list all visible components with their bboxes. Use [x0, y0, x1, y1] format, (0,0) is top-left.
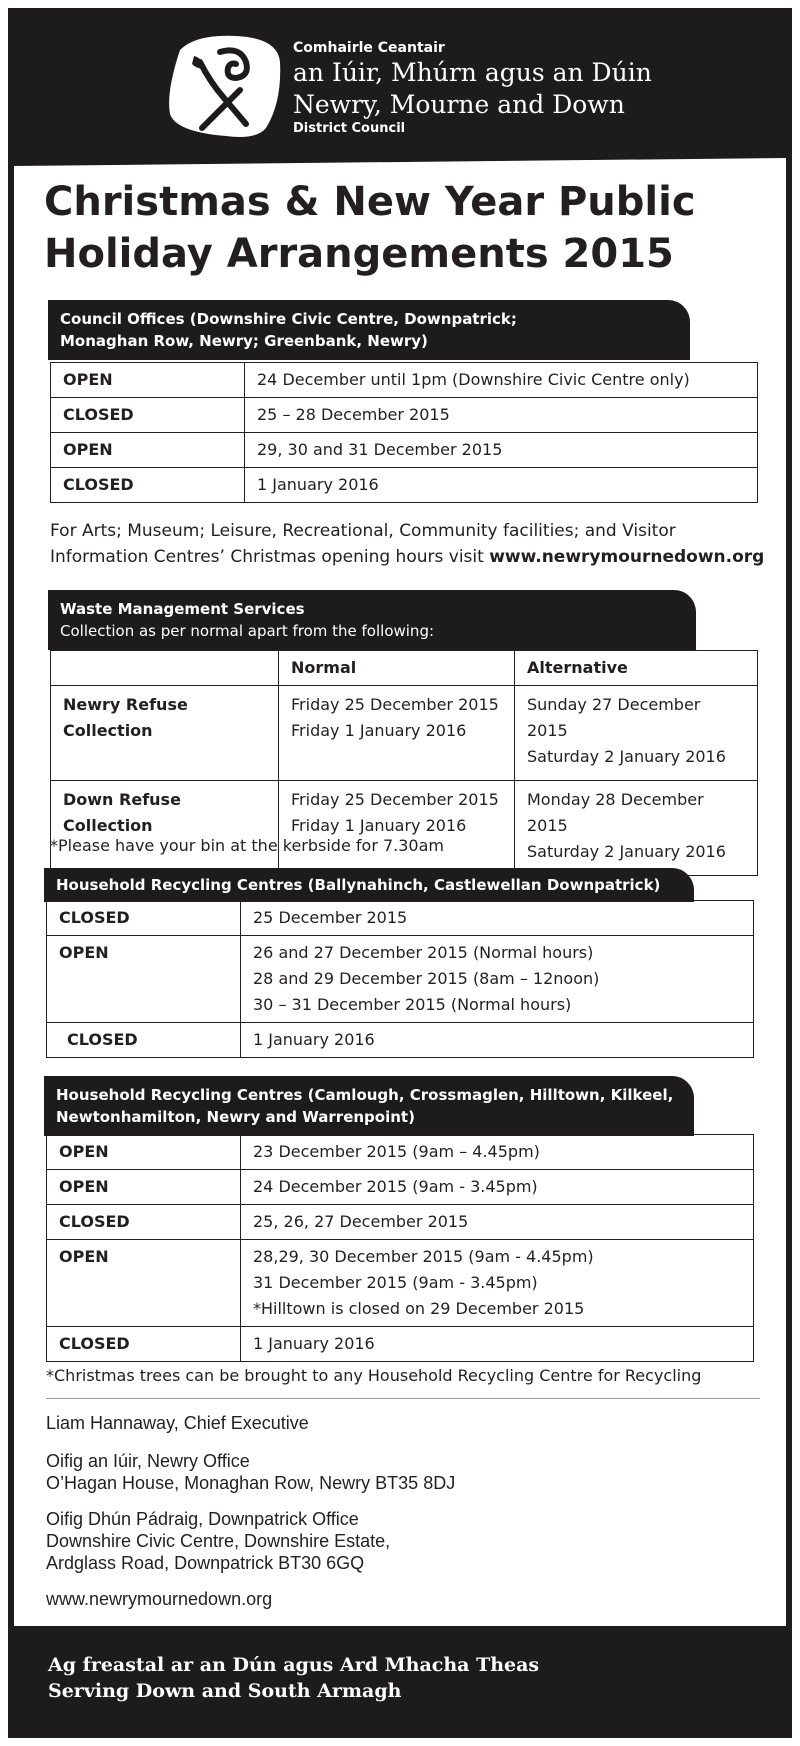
alternative-date: Sunday 27 December 2015 — [527, 695, 701, 740]
council-offices-heading-line2: Monaghan Row, Newry; Greenbank, Newry) — [60, 332, 428, 350]
strapline-irish: Ag freastal ar an Dún agus Ard Mhacha Theas — [48, 1654, 540, 1676]
service-name: Newry Refuse Collection — [51, 686, 279, 781]
status-cell: OPEN — [47, 1240, 241, 1327]
detail-cell: 29, 30 and 31 December 2015 — [245, 433, 758, 468]
council-logo — [166, 32, 282, 140]
waste-heading — [48, 590, 696, 650]
status-cell: OPEN — [47, 936, 241, 1023]
status-cell: OPEN — [51, 363, 245, 398]
council-name-english: Newry, Mourne and Down — [293, 90, 625, 119]
newry-office-title: Oifig an Iúir, Newry Office — [46, 1451, 250, 1471]
divider — [46, 1398, 760, 1399]
detail-cell: 24 December until 1pm (Downshire Civic Centre only) — [245, 363, 758, 398]
detail-line: 28 and 29 December 2015 (8am – 12noon) — [253, 969, 600, 988]
detail-cell — [241, 1170, 754, 1205]
recycling-a-heading — [44, 868, 694, 902]
alternative-dates — [515, 781, 758, 876]
table-row — [51, 781, 758, 876]
council-offices-heading-line1: Council Offices (Downshire Civic Centre, Downpatrick; — [60, 310, 517, 328]
normal-date: Friday 1 January 2016 — [291, 721, 467, 740]
footer-website[interactable]: www.newrymournedown.org — [46, 1589, 273, 1609]
detail-line: 25, 26, 27 December 2015 — [253, 1212, 469, 1231]
table-row — [47, 1023, 754, 1058]
detail-line: *Hilltown is closed on 29 December 2015 — [253, 1299, 585, 1318]
normal-dates — [279, 686, 515, 781]
detail-line: 23 December 2015 (9am – 4.45pm) — [253, 1142, 540, 1161]
table-row — [47, 1327, 754, 1362]
normal-date: Friday 25 December 2015 — [291, 790, 499, 809]
recycling-a-table — [46, 900, 754, 1058]
detail-cell — [241, 1023, 754, 1058]
newry-office-address: O’Hagan House, Monaghan Row, Newry BT35 8DJ — [46, 1473, 456, 1493]
detail-cell: 25 – 28 December 2015 — [245, 398, 758, 433]
detail-line: 24 December 2015 (9am - 3.45pm) — [253, 1177, 538, 1196]
recycling-b-table — [46, 1134, 754, 1362]
alternative-date: Monday 28 December 2015 — [527, 790, 704, 835]
status-cell: OPEN — [47, 1135, 241, 1170]
strapline-english: Serving Down and South Armagh — [48, 1680, 402, 1702]
status-cell: CLOSED — [47, 901, 241, 936]
table-row — [51, 433, 758, 468]
table-row — [51, 651, 758, 686]
table-row — [51, 363, 758, 398]
alternative-date: Saturday 2 January 2016 — [527, 747, 726, 766]
table-row — [47, 901, 754, 936]
downpatrick-address-line2: Ardglass Road, Downpatrick BT30 6GQ — [46, 1553, 365, 1573]
normal-dates — [279, 781, 515, 876]
bin-note: *Please have your bin at the kerbside for 7.30am — [50, 836, 444, 855]
council-name-irish: an Iúir, Mhúrn agus an Dúin — [293, 58, 652, 87]
table-row — [47, 1170, 754, 1205]
arts-line2: Information Centres’ Christmas opening hours visit — [50, 547, 484, 567]
trees-note: *Christmas trees can be brought to any Household Recycling Centre for Recycling — [46, 1366, 702, 1385]
recycling-b-heading — [44, 1076, 694, 1136]
detail-cell — [241, 1135, 754, 1170]
website-link[interactable]: www.newrymournedown.org — [489, 547, 765, 567]
council-offices-table — [50, 362, 758, 503]
status-cell: CLOSED — [51, 398, 245, 433]
detail-line: 1 January 2016 — [253, 1334, 375, 1353]
detail-line: 26 and 27 December 2015 (Normal hours) — [253, 943, 594, 962]
table-row — [51, 398, 758, 433]
detail-cell — [241, 901, 754, 936]
detail-line: 1 January 2016 — [253, 1030, 375, 1049]
detail-cell: 1 January 2016 — [245, 468, 758, 503]
alternative-date: Saturday 2 January 2016 — [527, 842, 726, 861]
detail-cell — [241, 936, 754, 1023]
table-row — [47, 1135, 754, 1170]
service-name: Down Refuse Collection — [51, 781, 279, 876]
status-cell: CLOSED — [51, 468, 245, 503]
status-cell: CLOSED — [47, 1205, 241, 1240]
council-offices-heading — [48, 300, 690, 360]
downpatrick-address-line1: Downshire Civic Centre, Downshire Estate, — [46, 1531, 391, 1551]
status-cell: CLOSED — [47, 1327, 241, 1362]
col-normal: Normal — [279, 651, 515, 686]
detail-cell — [241, 1240, 754, 1327]
status-cell: OPEN — [51, 433, 245, 468]
detail-cell — [241, 1327, 754, 1362]
table-row — [51, 468, 758, 503]
table-row — [51, 686, 758, 781]
table-row — [47, 936, 754, 1023]
empty-header-cell — [51, 651, 279, 686]
arts-line1: For Arts; Museum; Leisure, Recreational, Community facilities; and Visitor — [50, 521, 676, 541]
normal-date: Friday 1 January 2016 — [291, 816, 467, 835]
alternative-dates — [515, 686, 758, 781]
council-name-suffix: District Council — [293, 121, 406, 136]
recycling-b-heading-line2: Newtonhamilton, Newry and Warrenpoint) — [56, 1108, 415, 1126]
waste-subheading: Collection as per normal apart from the following: — [60, 622, 435, 640]
detail-line: 25 December 2015 — [253, 908, 408, 927]
detail-line: 30 – 31 December 2015 (Normal hours) — [253, 995, 572, 1014]
detail-cell — [241, 1205, 754, 1240]
detail-line: 28,29, 30 December 2015 (9am - 4.45pm) — [253, 1247, 594, 1266]
table-row — [47, 1205, 754, 1240]
normal-date: Friday 25 December 2015 — [291, 695, 499, 714]
downpatrick-office-title: Oifig Dhún Pádraig, Downpatrick Office — [46, 1509, 359, 1529]
recycling-b-heading-line1: Household Recycling Centres (Camlough, Crossmaglen, Hilltown, Kilkeel, — [56, 1086, 674, 1104]
detail-line: 31 December 2015 (9am - 3.45pm) — [253, 1273, 538, 1292]
chief-executive: Liam Hannaway, Chief Executive — [46, 1413, 309, 1433]
table-row — [47, 1240, 754, 1327]
status-cell: OPEN — [47, 1170, 241, 1205]
waste-heading-title: Waste Management Services — [60, 600, 305, 618]
col-alternative: Alternative — [515, 651, 758, 686]
recycling-a-heading-title: Household Recycling Centres (Ballynahinch, Castlewellan Downpatrick) — [56, 876, 661, 894]
council-name-small: Comhairle Ceantair — [293, 40, 445, 56]
status-cell: CLOSED — [47, 1023, 241, 1058]
page-title: Christmas & New Year Public Holiday Arrangements 2015 — [44, 179, 696, 277]
arts-paragraph — [50, 518, 770, 570]
